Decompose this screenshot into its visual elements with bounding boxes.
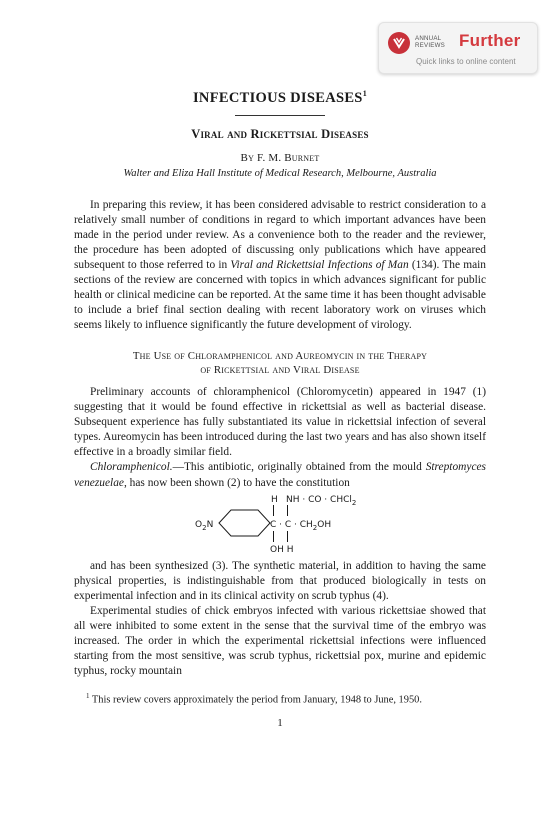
- article-subtitle: Viral and Rickettsial Diseases: [191, 126, 369, 141]
- footnote-mark: 1: [86, 691, 90, 700]
- annual-reviews-further-badge[interactable]: [378, 22, 538, 74]
- title-divider: [235, 115, 325, 116]
- formula-top-h: H: [271, 494, 278, 505]
- intro-paragraph: In preparing this review, it has been considered advisable to restrict consideration to a relatively small number of conditions in regard to which important advances have been made in the period under review. As a convenience both to the reader and the reviewer, the procedure has been adopted of discussing only publications which have appeared subsequent to those referred to in Viral and Rickettsial Infections of Man (134). The main sections of the review are concerned with topics in which advances significant for public health or clinical medicine can be reported. At the same time it has been thought advisable to include a brief final section dealing with recent laboratory work on viruses which seems likely to influence significantly the future development of virology.: [74, 198, 486, 332]
- formula-middle-chain: $C \cdot C \cdot CH_2OH$: [270, 519, 332, 532]
- chloramphenicol-intro-paragraph: Preliminary accounts of chloramphenicol (Chloromycetin) appeared in 1947 (1) suggesting that it would be found effective in rickettsial as well as bacterial disease. Subsequent experience has fully substantiated its value in rickettsial infection of several types. Aureomycin has been introduced during the last two years and has also shown itself effective in a broadly similar field.: [74, 386, 486, 459]
- chemical-formula: [74, 493, 486, 559]
- page-number: 1: [277, 717, 283, 730]
- annual-reviews-logo-icon: [388, 32, 410, 54]
- chloramphenicol-paragraph: Chloramphenicol.—This antibiotic, originally obtained from the mould Streptomyces venezuelae, has now been shown (2) to have the constitution: [74, 461, 486, 489]
- author-affiliation: Walter and Eliza Hall Institute of Medical Research, Melbourne, Australia: [123, 167, 437, 179]
- title-footnote-mark: 1: [362, 89, 367, 98]
- synthesis-paragraph: and has been synthesized (3). The synthetic material, in addition to having the same physical properties, is indistinguishable from that produced biologically in tests on experimental infection and in its clinical activity on scrub typhus (4).: [74, 559, 486, 602]
- footnote: $^1$ This review covers approximately the period from January, 1948 to June, 1950.: [86, 691, 422, 706]
- section-heading: The Use of Chloramphenicol and Aureomycin in the Therapy of Rickettsial and Viral Disease: [132, 350, 428, 377]
- chloramphenicol-structure-diagram: [166, 493, 406, 559]
- article-page: [74, 85, 486, 729]
- book-title: Viral and Rickettsial Infections of Man: [230, 259, 409, 272]
- formula-bottom-groups: OH H: [270, 544, 294, 555]
- badge-further-label: Further: [459, 31, 521, 50]
- chick-embryo-paragraph: Experimental studies of chick embryos infected with various rickettsiae showed that all were inhibited to some extent in the sense that the survival time of the embryo was increased. The order in which the experimental rickettsial infections were influenced starting from the most sensitive, was scrub typhus, rickettsial pox, murine and epidemic typhus, rocky mountain: [74, 604, 486, 677]
- badge-annual-label: ANNUAL: [415, 35, 442, 42]
- formula-nitro-group: $O_2N$: [195, 519, 214, 532]
- formula-top-group: NH · CO · CHCl$_2$: [286, 494, 357, 507]
- badge-reviews-label: REVIEWS: [415, 42, 445, 49]
- article-title: INFECTIOUS DISEASES$^1$: [192, 89, 367, 106]
- organism-name: Streptomyces venezuelae: [74, 461, 486, 489]
- benzene-ring: [219, 510, 270, 536]
- badge-quick-links-text: Quick links to online content: [416, 57, 516, 66]
- paragraph-lead: Chloramphenicol.: [90, 461, 173, 474]
- author-line: By F. M. Burnet: [240, 151, 320, 164]
